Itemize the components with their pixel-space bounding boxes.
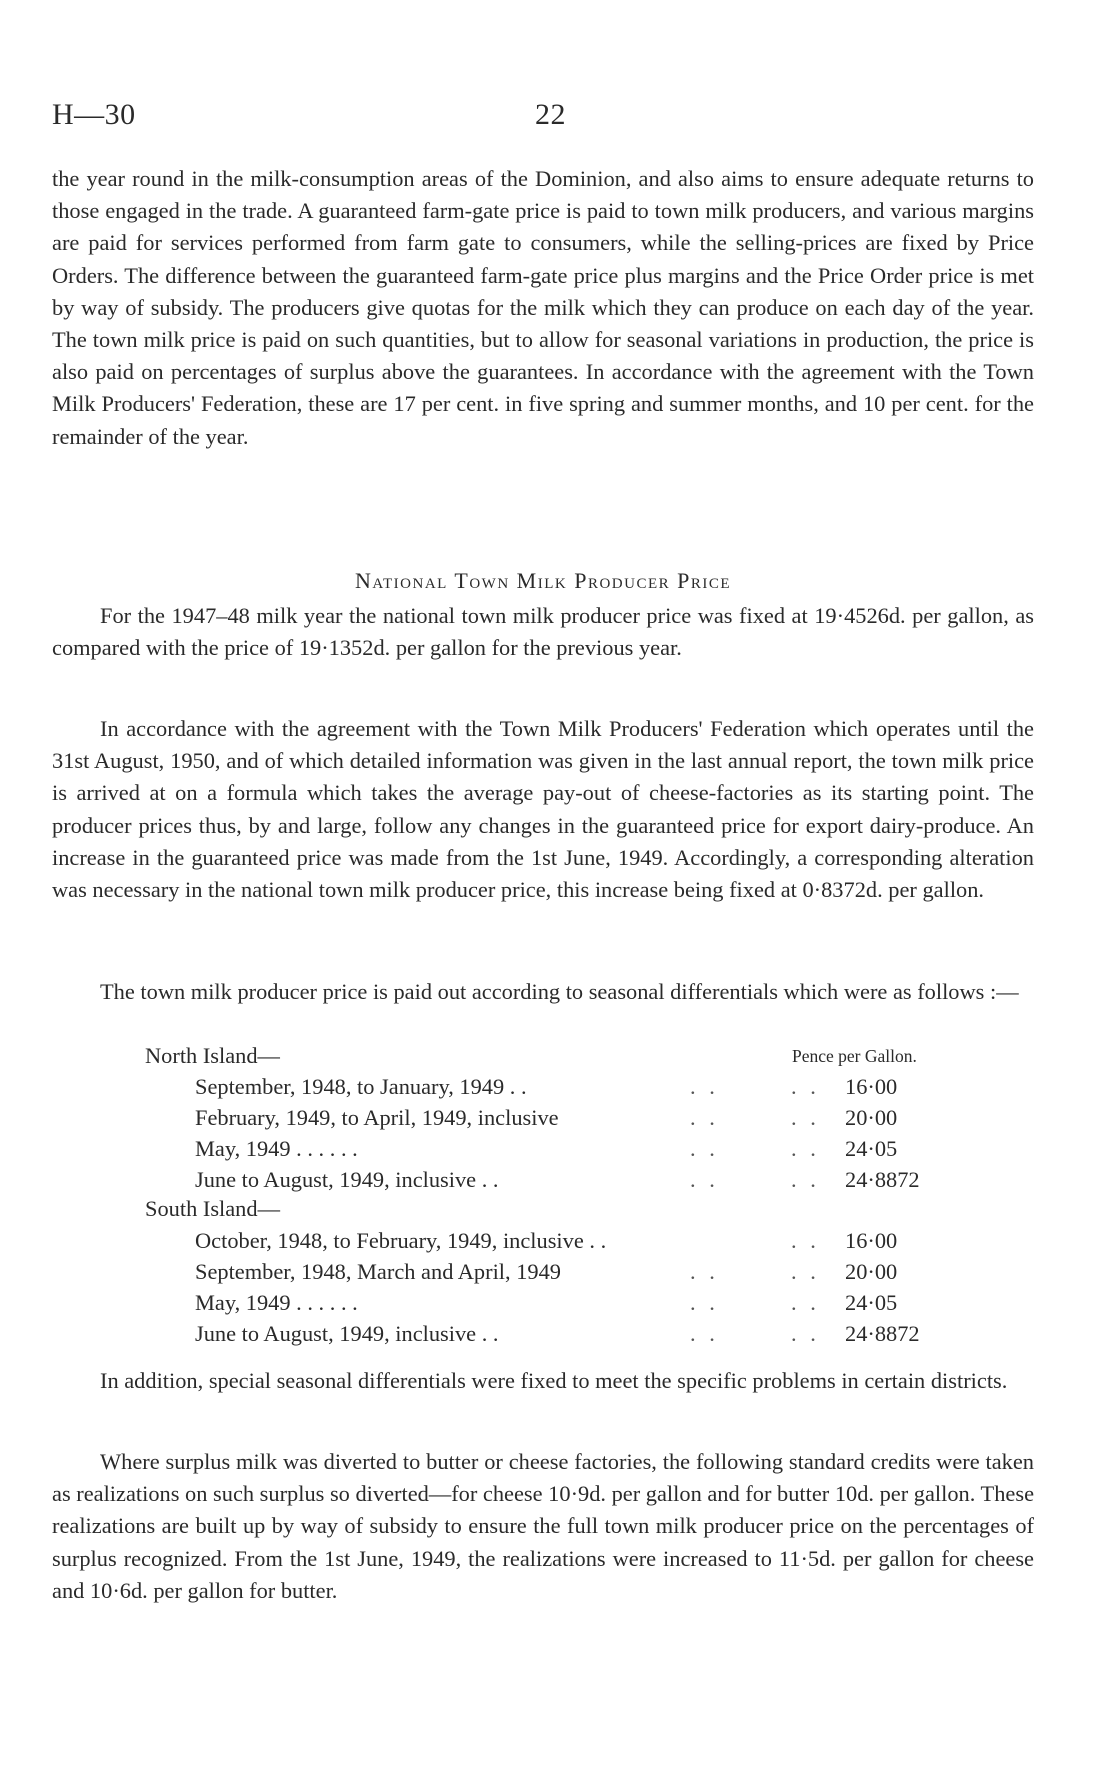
period-label: September, 1948, to January, 1949 . . <box>195 1074 527 1099</box>
table-row <box>195 1321 1075 1353</box>
price-value: 16·00 <box>845 1228 898 1253</box>
price-value: 24·05 <box>845 1290 898 1315</box>
dot-leader: . . <box>791 1259 820 1284</box>
price-fixed-paragraph: For the 1947–48 milk year the national town milk producer price was fixed at 19·4526d. per gallon, as compared with the price of 19·1352d. per gallon for the previous year. <box>52 603 1034 661</box>
table-row <box>195 1105 1075 1137</box>
dot-leader: . . <box>791 1105 820 1130</box>
table-row <box>195 1167 1075 1199</box>
dot-leader: . . <box>690 1321 719 1346</box>
period-label: October, 1948, to February, 1949, inclusive . . <box>195 1228 607 1253</box>
price-value: 16·00 <box>845 1074 898 1099</box>
dot-leader: . . <box>690 1074 719 1099</box>
dot-leader: . . <box>791 1228 820 1253</box>
dot-leader: . . <box>791 1074 820 1099</box>
price-value: 24·8872 <box>845 1167 920 1192</box>
report-reference: H—30 <box>52 98 136 131</box>
period-label: May, 1949 . . . . . . <box>195 1290 358 1315</box>
table-row <box>195 1228 1075 1260</box>
dot-leader: . . <box>791 1167 820 1192</box>
table-row <box>195 1136 1075 1168</box>
price-value: 24·8872 <box>845 1321 920 1346</box>
page-number: 22 <box>535 98 566 131</box>
dot-leader: . . <box>791 1136 820 1161</box>
dot-leader: . . <box>690 1259 719 1284</box>
dot-leader: . . <box>791 1321 820 1346</box>
table-row <box>195 1259 1075 1291</box>
table-row <box>195 1074 1075 1106</box>
table-row <box>195 1290 1075 1322</box>
period-label: February, 1949, to April, 1949, inclusive <box>195 1105 559 1130</box>
period-label: June to August, 1949, inclusive . . <box>195 1321 499 1346</box>
column-header: Pence per Gallon. <box>792 1046 917 1066</box>
dot-leader: . . <box>690 1290 719 1315</box>
south-island-label: South Island— <box>145 1196 280 1221</box>
dot-leader: . . <box>690 1167 719 1192</box>
price-value: 20·00 <box>845 1259 898 1284</box>
differentials-intro-paragraph: The town milk producer price is paid out according to seasonal differentials which were as follows :— <box>100 979 1019 1004</box>
intro-paragraph: the year round in the milk-consumption areas of the Dominion, and also aims to ensure adequate returns to those engaged in the trade. A guaranteed farm-gate price is paid to town milk producers, and various margins are paid for services performed from farm gate to consumers, while the selling-prices are fixed by Price Orders. The difference between the guaranteed farm-gate price plus margins and the Price Order price is met by way of subsidy. The producers give quotas for the milk which they can produce on each day of the year. The town milk price is paid on such quantities, but to allow for seasonal variations in production, the price is also paid on percentages of surplus above the guarantees. In accordance with the agreement with the Town Milk Producers' Federation, these are 17 per cent. in five spring and summer months, and 10 per cent. for the remainder of the year. <box>52 166 1034 449</box>
period-label: June to August, 1949, inclusive . . <box>195 1167 499 1192</box>
period-label: September, 1948, March and April, 1949 <box>195 1259 561 1284</box>
period-label: May, 1949 . . . . . . <box>195 1136 358 1161</box>
dot-leader: . . <box>791 1290 820 1315</box>
section-heading: National Town Milk Producer Price <box>354 568 732 593</box>
north-island-label: North Island— <box>145 1043 280 1068</box>
formula-paragraph: In accordance with the agreement with the Town Milk Producers' Federation which operates until the 31st August, 1950, and of which detailed information was given in the last annual report, the town milk price is arrived at on a formula which takes the average pay-out of cheese-factories as its starting point. The producer prices thus, by and large, follow any changes in the guaranteed price for export dairy-produce. An increase in the guaranteed price was made from the 1st June, 1949. Accordingly, a corresponding alteration was necessary in the national town milk producer price, this increase being fixed at 0·8372d. per gallon. <box>52 716 1034 903</box>
dot-leader: . . <box>690 1105 719 1130</box>
price-value: 24·05 <box>845 1136 898 1161</box>
price-value: 20·00 <box>845 1105 898 1130</box>
dot-leader: . . <box>690 1136 719 1161</box>
surplus-credits-paragraph: Where surplus milk was diverted to butter or cheese factories, the following standard credits were taken as realizations on such surplus so diverted—for cheese 10·9d. per gallon and for butter 10d. per gallon. These realizations are built up by way of subsidy to ensure the full town milk producer price on the percentages of surplus recognized. From the 1st June, 1949, the realizations were increased to 11·5d. per gallon for cheese and 10·6d. per gallon for butter. <box>52 1449 1035 1603</box>
special-differentials-paragraph: In addition, special seasonal differentials were fixed to meet the specific problems in certain districts. <box>100 1368 1008 1393</box>
